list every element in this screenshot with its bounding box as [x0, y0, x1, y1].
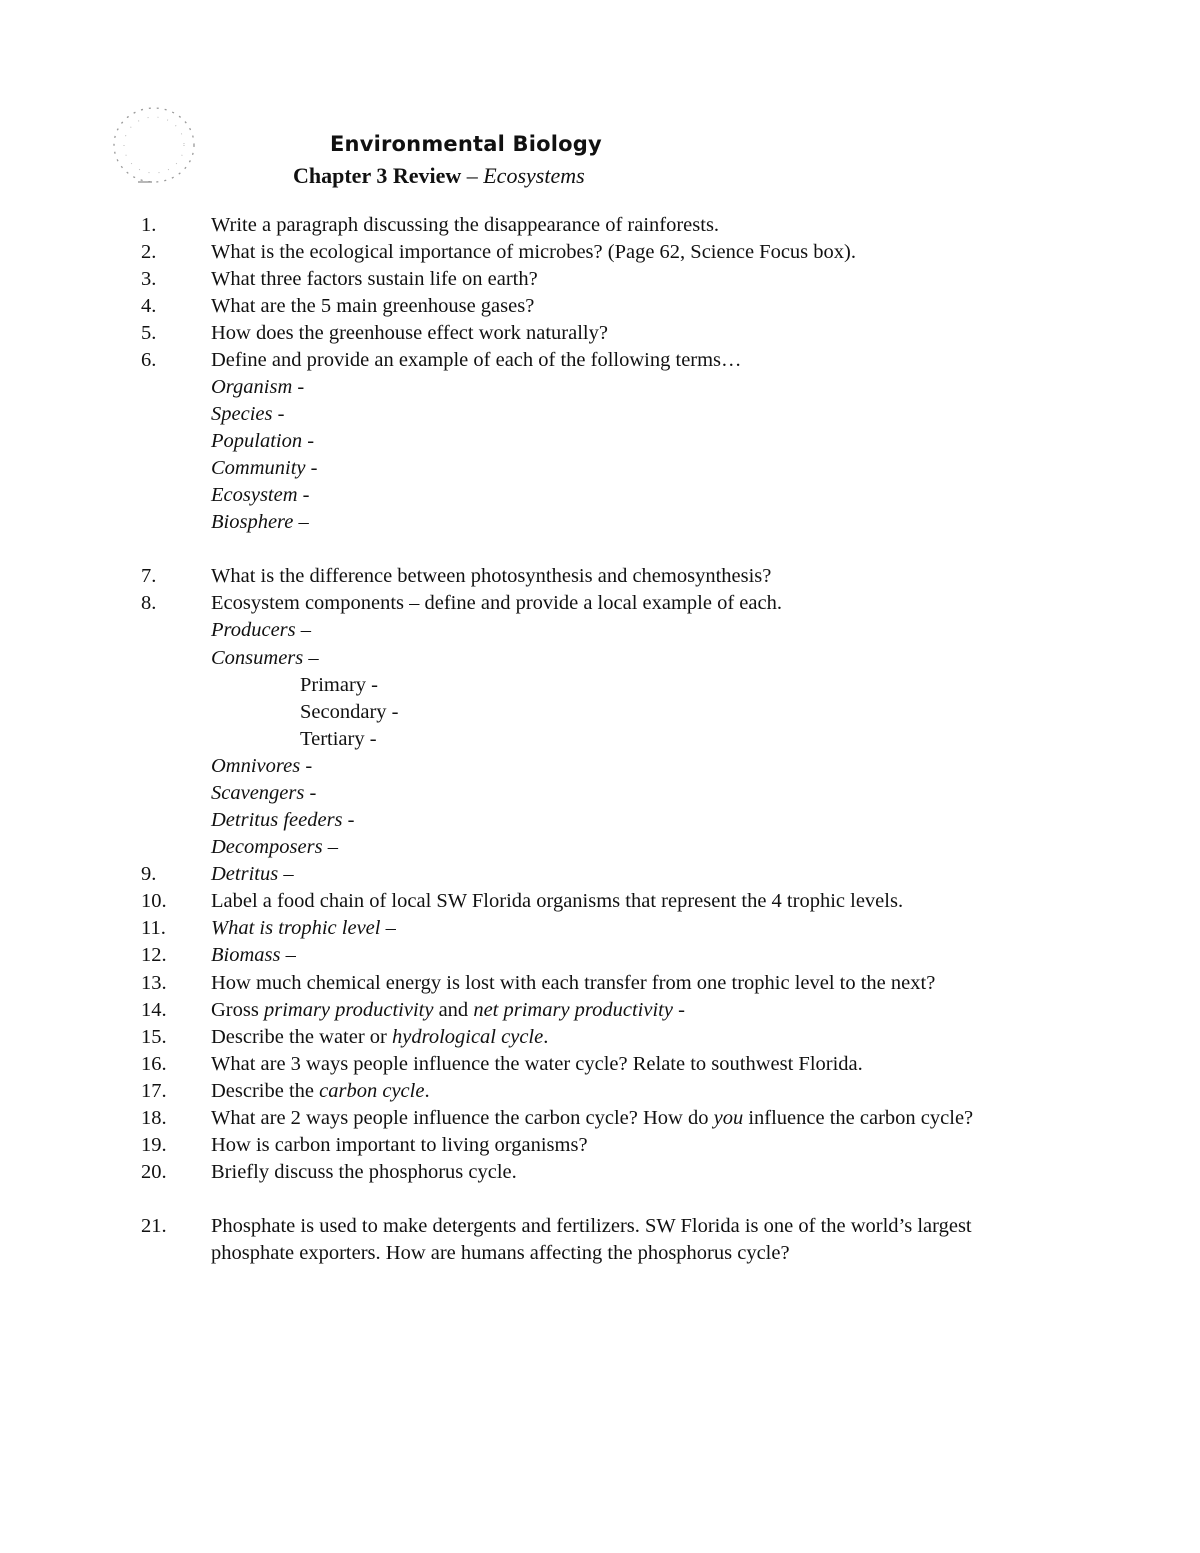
text-segment: and [433, 999, 474, 1021]
term-dash: - [302, 430, 315, 452]
question-number: 17. [141, 1080, 167, 1102]
term-label: Producers [211, 619, 296, 641]
term-dash: – [278, 863, 294, 885]
question-number: 7. [141, 565, 157, 587]
question-text [211, 1078, 430, 1105]
text-segment: Describe the [211, 1080, 320, 1102]
question-text [211, 1024, 548, 1051]
subtitle-dash: – [461, 163, 484, 188]
text-segment: Describe the water or [211, 1026, 392, 1048]
term-label: Ecosystem [211, 484, 298, 506]
question-text: How does the greenhouse effect work naturally? [211, 322, 608, 344]
subtitle-topic: Ecosystems [483, 163, 585, 188]
question-text: Detritus [211, 863, 279, 885]
question-number: 12. [141, 944, 167, 966]
question-text: What is the difference between photosynthesis and chemosynthesis? [211, 565, 772, 587]
question-text: What is trophic level [211, 917, 381, 939]
term-label: Decomposers [211, 836, 323, 858]
text-segment: Gross [211, 999, 264, 1021]
subtitle-chapter: Chapter 3 Review [293, 163, 462, 188]
question-text: Write a paragraph discussing the disappearance of rainforests. [211, 214, 720, 236]
term-dash: - [366, 674, 378, 696]
question-text: What are the 5 main greenhouse gases? [211, 295, 535, 317]
question-text: What are 3 ways people influence the water cycle? Relate to southwest Florida. [211, 1053, 863, 1075]
question-number: 5. [141, 322, 157, 344]
question-number: 2. [141, 241, 157, 263]
term-label: Population [211, 430, 303, 452]
question-text: Briefly discuss the phosphorus cycle. [211, 1161, 517, 1183]
term-dash: – [303, 647, 319, 669]
question-text: How is carbon important to living organisms? [211, 1134, 588, 1156]
question-number: 21. [141, 1215, 167, 1237]
term-dash: - [386, 701, 399, 723]
text-segment-italic: hydrological cycle [392, 1026, 544, 1048]
question-number: 20. [141, 1161, 167, 1183]
question-number: 16. [141, 1053, 167, 1075]
question-text: What is the ecological importance of microbes? (Page 62, Science Focus box). [211, 241, 856, 263]
term-dash: – [293, 511, 309, 533]
term-dash: – [380, 917, 396, 939]
question-text: What three factors sustain life on earth? [211, 268, 538, 290]
term-label: Biosphere [211, 511, 294, 533]
question-number: 11. [141, 917, 166, 939]
term-label: Species [211, 403, 273, 425]
text-segment-italic: carbon cycle [319, 1080, 425, 1102]
question-text: Biomass [211, 944, 281, 966]
page-subtitle [293, 163, 585, 189]
text-segment-italic: you [713, 1107, 744, 1129]
subterm-label: Secondary [300, 701, 387, 723]
text-segment-italic: net primary productivity [473, 999, 673, 1021]
subterm-label: Primary [300, 674, 367, 696]
subterm-label: Tertiary [300, 728, 365, 750]
question-number: 14. [141, 999, 167, 1021]
term-dash: - [292, 376, 305, 398]
term-dash: - [364, 728, 377, 750]
term-dash: – [322, 836, 338, 858]
term-dash: - [297, 484, 310, 506]
term-dash: – [295, 619, 312, 641]
term-dash: - [272, 403, 285, 425]
question-number: 6. [141, 349, 157, 371]
term-dash: - [304, 782, 317, 804]
term-label: Detritus feeders [211, 809, 343, 831]
text-segment: . [543, 1026, 549, 1048]
term-dash: – [280, 944, 296, 966]
page-title: Environmental Biology [330, 132, 602, 156]
text-segment: influence the carbon cycle? [743, 1107, 974, 1129]
text-segment: - [672, 999, 685, 1021]
question-number: 19. [141, 1134, 167, 1156]
question-number: 1. [141, 214, 157, 236]
term-label: Scavengers [211, 782, 305, 804]
question-number: 8. [141, 592, 157, 614]
term-label: Community [211, 457, 306, 479]
text-segment: . [424, 1080, 430, 1102]
question-number: 18. [141, 1107, 167, 1129]
question-number: 13. [141, 972, 167, 994]
question-text [211, 1105, 973, 1132]
term-label: Organism [211, 376, 293, 398]
question-number: 4. [141, 295, 157, 317]
text-segment: What are 2 ways people influence the carbon cycle? How do [211, 1107, 714, 1129]
question-text: How much chemical energy is lost with each transfer from one trophic level to the next? [211, 972, 936, 994]
logo-seal-icon [108, 102, 200, 188]
term-label: Omnivores [211, 755, 301, 777]
question-number: 10. [141, 890, 167, 912]
question-number: 9. [141, 863, 157, 885]
term-label: Consumers [211, 647, 304, 669]
question-text: Ecosystem components – define and provide a local example of each. [211, 592, 782, 614]
question-number: 3. [141, 268, 157, 290]
term-dash: - [342, 809, 355, 831]
question-text: Label a food chain of local SW Florida organisms that represent the 4 trophic levels. [211, 890, 904, 912]
question-text-line2: phosphate exporters. How are humans affecting the phosphorus cycle? [211, 1242, 790, 1264]
question-number: 15. [141, 1026, 167, 1048]
question-text [211, 997, 685, 1024]
term-dash: - [305, 457, 318, 479]
question-text-line1: Phosphate is used to make detergents and fertilizers. SW Florida is one of the world’s largest [211, 1215, 972, 1237]
question-text: Define and provide an example of each of the following terms… [211, 349, 742, 371]
term-dash: - [300, 755, 313, 777]
text-segment-italic: primary productivity [263, 999, 434, 1021]
